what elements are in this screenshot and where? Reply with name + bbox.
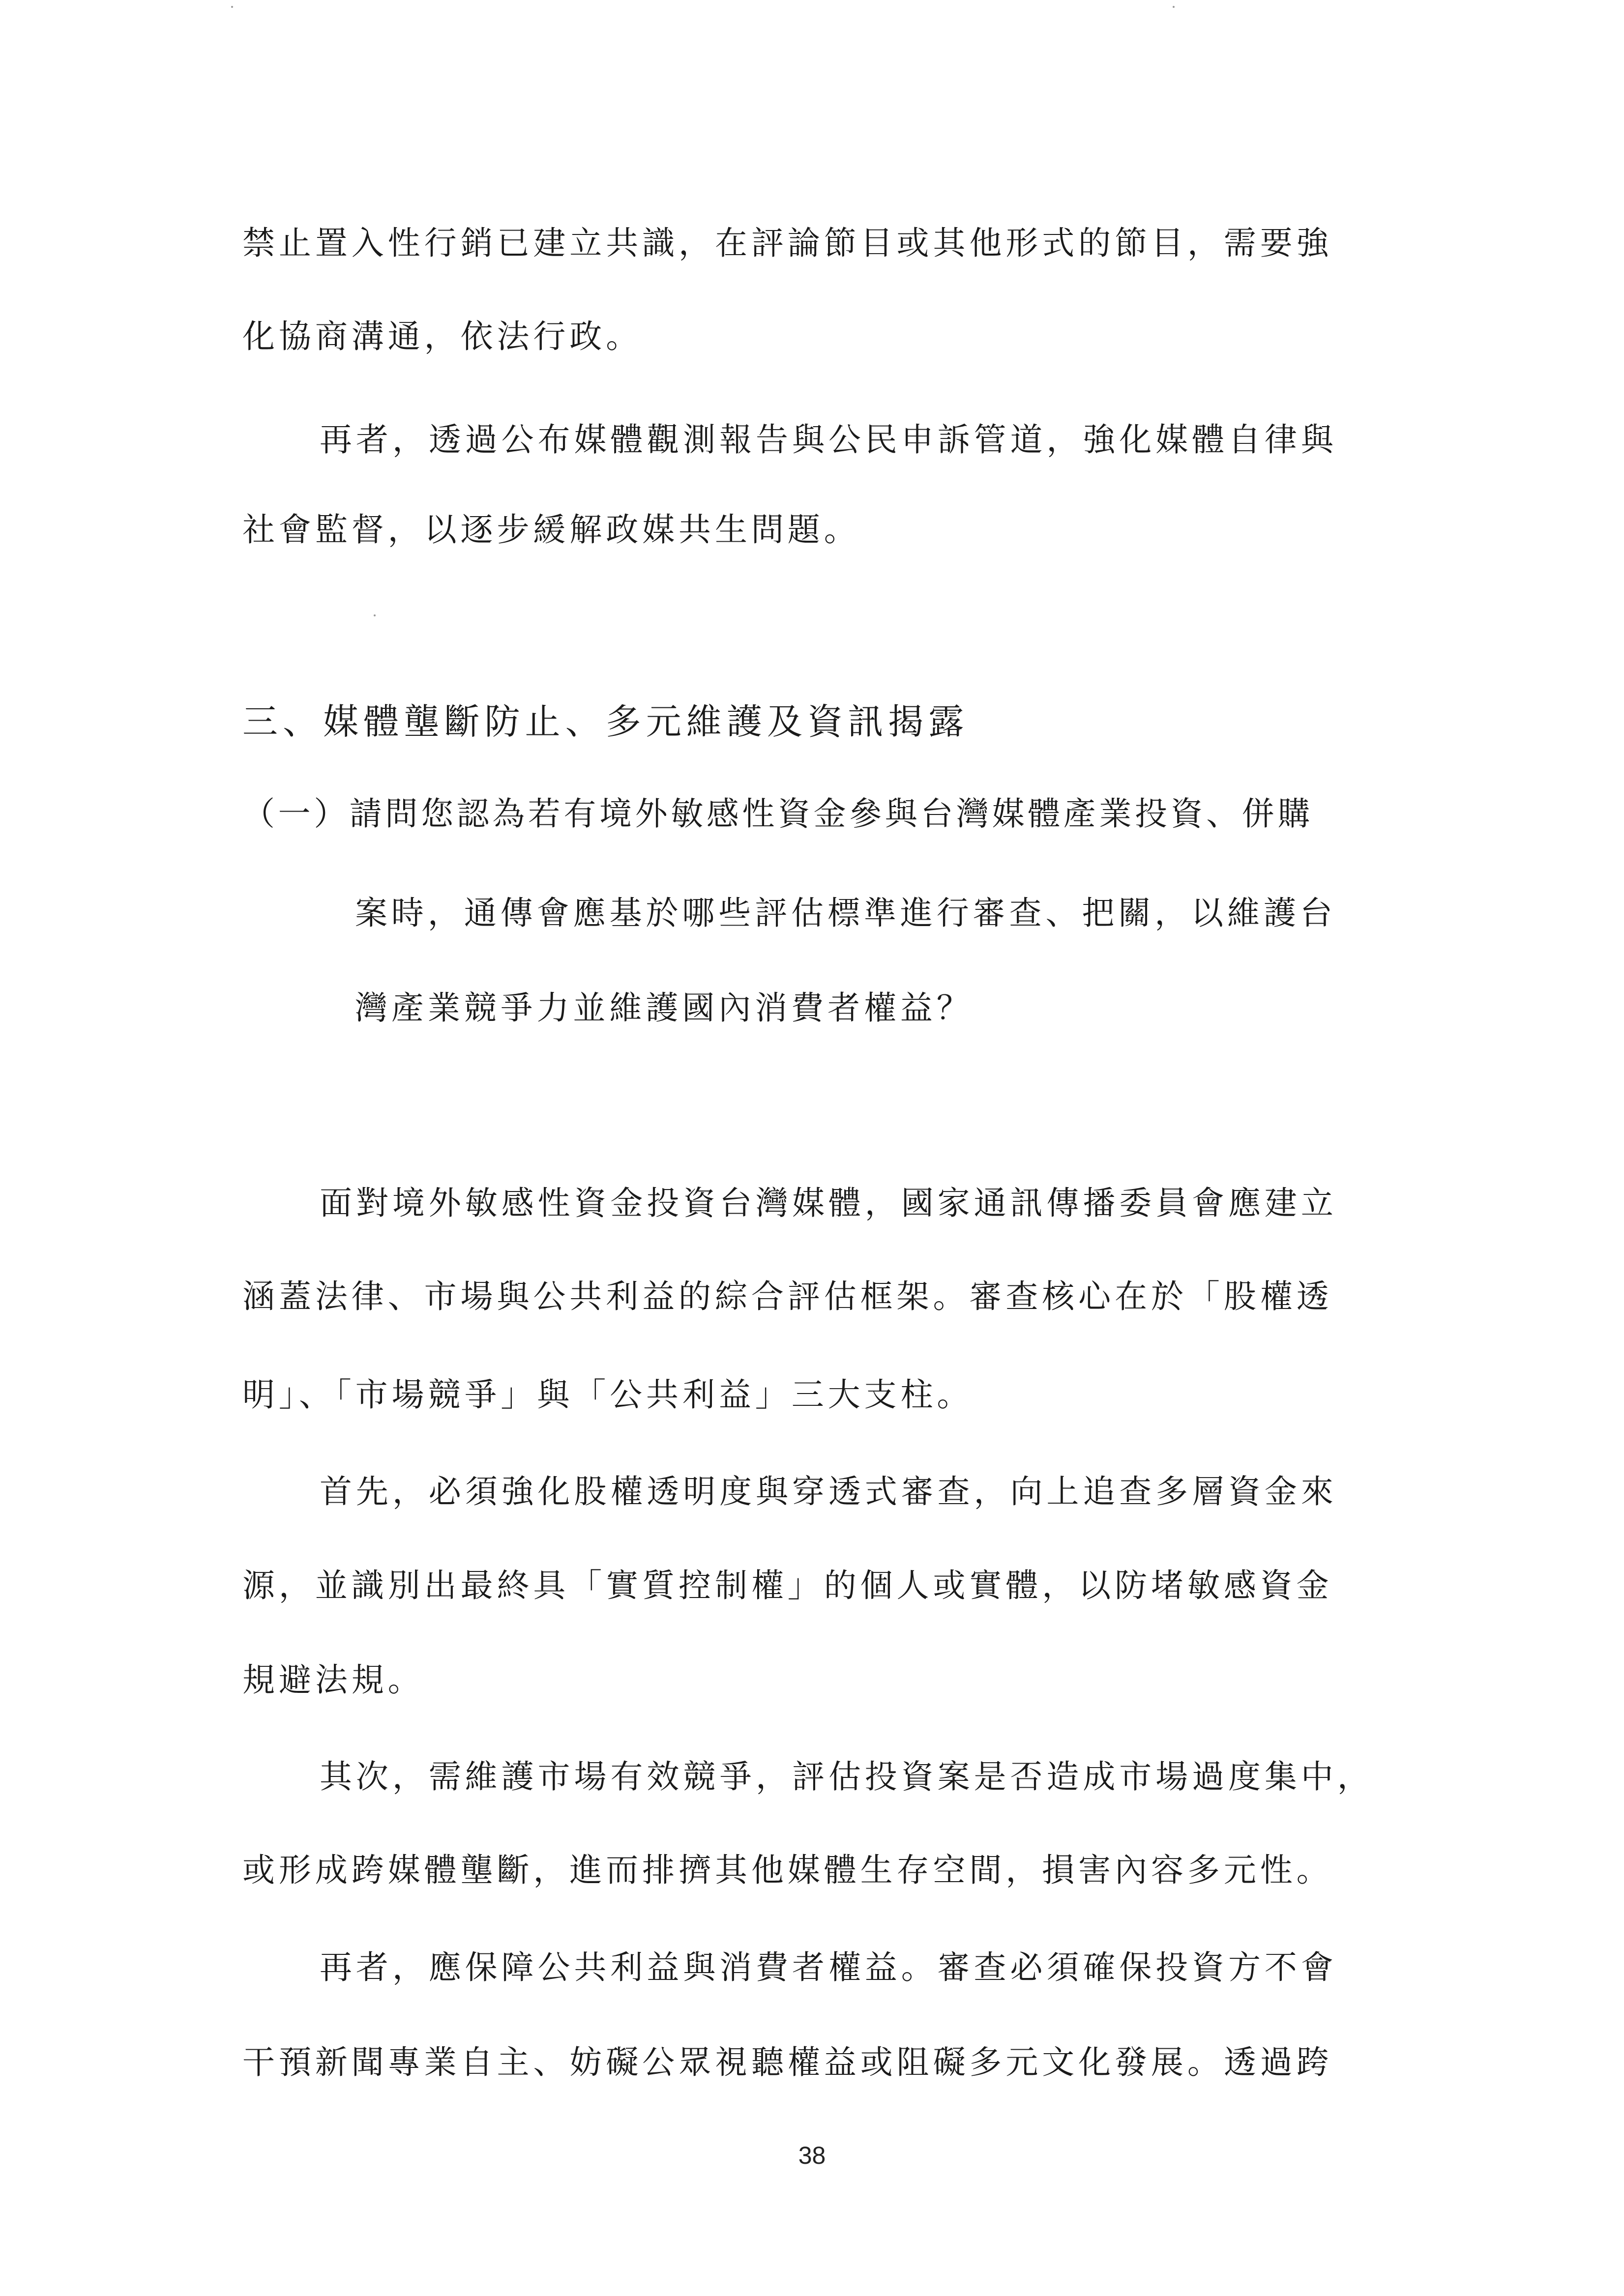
scan-speck bbox=[374, 614, 376, 616]
answer-text-line: 或形成跨媒體壟斷，進而排擠其他媒體生存空間，損害內容多元性。 bbox=[242, 1851, 1333, 1889]
answer-text-line: 面對境外敏感性資金投資台灣媒體，國家通訊傳播委員會應建立 bbox=[320, 1184, 1337, 1222]
answer-text-line: 明」、「市場競爭」與「公共利益」三大支柱。 bbox=[242, 1376, 974, 1414]
body-text-line: 禁止置入性行銷已建立共識，在評論節目或其他形式的節目，需要強 bbox=[242, 224, 1333, 262]
answer-text-line: 涵蓋法律、市場與公共利益的綜合評估框架。審查核心在於「股權透 bbox=[242, 1278, 1333, 1315]
answer-text-line: 規避法規。 bbox=[242, 1661, 424, 1699]
answer-text-line: 干預新聞專業自主、妨礙公眾視聽權益或阻礙多元文化發展。透過跨 bbox=[242, 2043, 1333, 2081]
body-text-line: 社會監督，以逐步緩解政媒共生問題。 bbox=[242, 511, 860, 549]
body-text-line: 再者，透過公布媒體觀測報告與公民申訴管道，強化媒體自律與 bbox=[320, 421, 1337, 459]
section-heading: 三、媒體壟斷防止、多元維護及資訊揭露 bbox=[242, 701, 969, 742]
answer-text-line: 源，並識別出最終具「實質控制權」的個人或實體，以防堵敏感資金 bbox=[242, 1567, 1333, 1604]
page-number: 38 bbox=[798, 2142, 826, 2169]
scan-speck bbox=[231, 6, 233, 8]
answer-text-line: 其次，需維護市場有效競爭，評估投資案是否造成市場過度集中， bbox=[320, 1758, 1374, 1796]
question-line: （一）請問您認為若有境外敏感性資金參與台灣媒體產業投資、併購 bbox=[242, 795, 1313, 833]
question-line: 案時，通傳會應基於哪些評估標準進行審查、把關，以維護台 bbox=[355, 894, 1336, 932]
scan-speck bbox=[1173, 6, 1175, 8]
answer-text-line: 再者，應保障公共利益與消費者權益。審查必須確保投資方不會 bbox=[320, 1948, 1337, 1986]
answer-text-line: 首先，必須強化股權透明度與穿透式審查，向上追查多層資金來 bbox=[320, 1473, 1337, 1511]
body-text-line: 化協商溝通，依法行政。 bbox=[242, 318, 643, 355]
question-line: 灣產業競爭力並維護國內消費者權益？ bbox=[355, 989, 973, 1027]
